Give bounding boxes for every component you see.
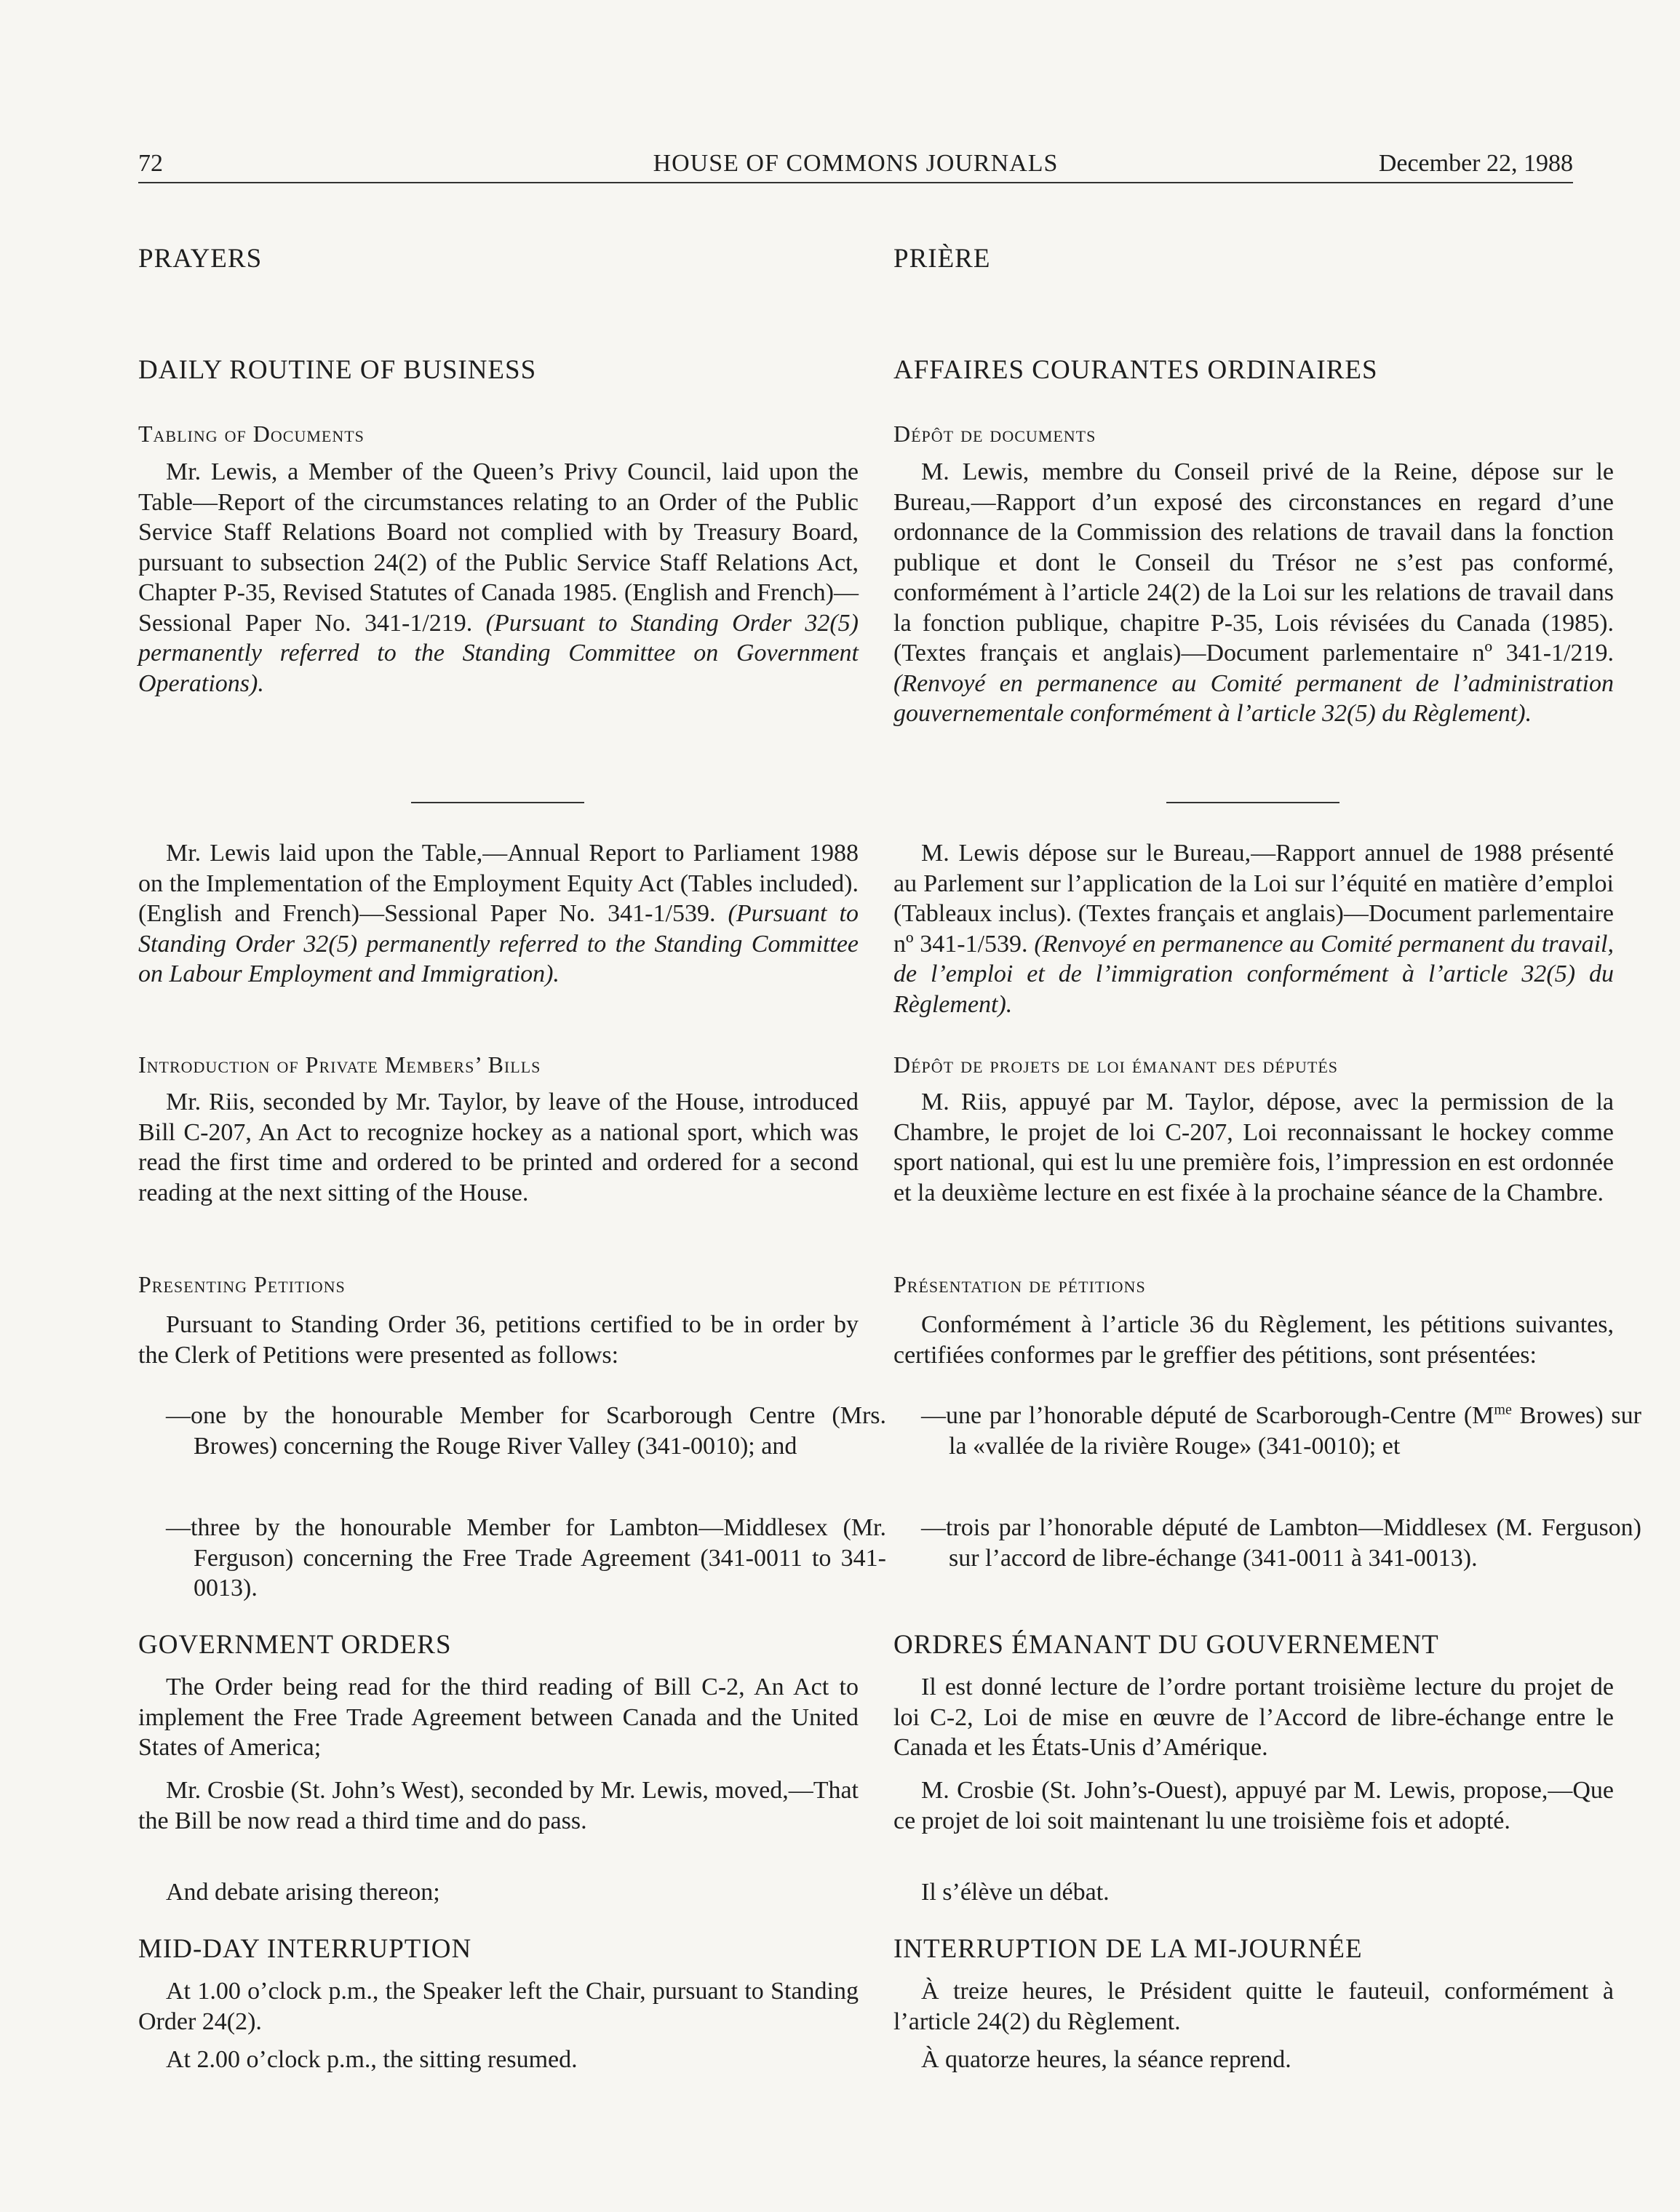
government-orders-paragraph-2: M. Crosbie (St. John’s-Ouest), appuyé par M. Lewis, propose,—Que ce projet de loi soit maintenant lu une troisième fois et adopté. (893, 1777, 1614, 1834)
midday-paragraph-1: À treize heures, le Président quitte le fauteuil, conformément à l’article 24(2) du Règlement. (893, 1978, 1614, 2035)
midday-paragraph-2: At 2.00 o’clock p.m., the sitting resumed. (166, 2046, 578, 2073)
government-orders-paragraph-3: Il s’élève un débat. (921, 1879, 1110, 1906)
daily-routine-heading: AFFAIRES COURANTES ORDINAIRES (893, 355, 1378, 385)
tabling-paragraph-1: M. Lewis, membre du Conseil privé de la Reine, dépose sur le Bureau,—Rapport d’un exposé des circonstances en regard d’une ordonnance de la Commission des relations de travail dans la fonction publique et dont le Conseil du Trésor ne s’est pas conformé, conformément à l’article 24(2) de la Loi sur les relations de travail dans la fonction publique, chapitre P-35, Lois révisées du Canada (1985). (Textes français et anglais)—Document parlementaire nº 341-1/219. (Renvoyé en permanence au Comité permanent de l’administration gouvernementale conformément à l’article 32(5) du Règlement). (893, 458, 1614, 727)
daily-routine-heading: DAILY ROUTINE OF BUSINESS (138, 355, 537, 385)
government-orders-paragraph-3: And debate arising thereon; (166, 1879, 440, 1906)
petitions-heading: Présentation de pétitions (893, 1271, 1146, 1297)
petition-item: —trois par l’honorable député de Lambton—Middlesex (M. Ferguson) sur l’accord de libre-échange (341-0011 à 341-0013). (921, 1514, 1641, 1572)
government-orders-paragraph-1: Il est donné lecture de l’ordre portant troisième lecture du projet de loi C-2, Loi de mise en œuvre de l’Accord de libre-échange entre le Canada et les États-Unis d’Amérique. (893, 1674, 1614, 1761)
intro-bills-heading: Introduction of Private Members’ Bills (138, 1051, 541, 1078)
government-orders-heading: ORDRES ÉMANANT DU GOUVERNEMENT (893, 1630, 1439, 1660)
midday-paragraph-2: À quatorze heures, la séance reprend. (921, 2046, 1291, 2073)
section-divider (411, 802, 584, 803)
midday-interruption-heading: INTERRUPTION DE LA MI-JOURNÉE (893, 1934, 1363, 1964)
petition-item: —one by the honourable Member for Scarborough Centre (Mrs. Browes) concerning the Rouge River Valley (341-0010); and (166, 1402, 886, 1460)
petitions-paragraph: Conformément à l’article 36 du Règlement, les pétitions suivantes, certifiées conformes par le greffier des pétitions, sont présentées: (893, 1311, 1614, 1369)
journal-date: December 22, 1988 (1378, 150, 1573, 177)
prayers-heading: PRAYERS (138, 244, 263, 274)
midday-paragraph-1: At 1.00 o’clock p.m., the Speaker left the Chair, pursuant to Standing Order 24(2). (138, 1978, 859, 2035)
midday-interruption-heading: MID-DAY INTERRUPTION (138, 1934, 472, 1964)
tabling-paragraph-1: Mr. Lewis, a Member of the Queen’s Privy Council, laid upon the Table—Report of the circumstances relating to an Order of the Public Service Staff Relations Board not complied with by Treasury Board, pursuant to subsection 24(2) of the Public Service Staff Relations Act, Chapter P-35, Revised Statutes of Canada 1985. (English and French)—Sessional Paper No. 341-1/219. (Pursuant to Standing Order 32(5) permanently referred to the Standing Committee on Government Operations). (138, 458, 859, 697)
government-orders-heading: GOVERNMENT ORDERS (138, 1630, 452, 1660)
petition-item: —une par l’honorable député de Scarborough-Centre ($M^{me}$ Browes) sur la «vallée de la rivière Rouge» (341-0010); et (921, 1401, 1641, 1460)
prayers-heading: PRIÈRE (893, 244, 991, 274)
journal-title: HOUSE OF COMMONS JOURNALS (653, 150, 1059, 177)
section-divider (1166, 802, 1339, 803)
tabling-paragraph-2: M. Lewis dépose sur le Bureau,—Rapport annuel de 1988 présenté au Parlement sur l’application de la Loi sur l’équité en matière d’emploi (Tableaux inclus). (Textes français et anglais)—Document parlementaire nº 341-1/539. (Renvoyé en permanence au Comité permanent du travail, de l’emploi et de l’immigration conformément à l’article 32(5) du Règlement). (893, 840, 1615, 1018)
tabling-documents-heading: Tabling of Documents (138, 421, 365, 447)
government-orders-paragraph-2: Mr. Crosbie (St. John’s West), seconded by Mr. Lewis, moved,—That the Bill be now read a third time and do pass. (138, 1777, 859, 1834)
intro-bills-paragraph: Mr. Riis, seconded by Mr. Taylor, by leave of the House, introduced Bill C-207, An Act to recognize hockey as a national sport, which was read the first time and ordered to be printed and ordered for a second reading at the next sitting of the House. (138, 1089, 859, 1206)
intro-bills-paragraph: M. Riis, appuyé par M. Taylor, dépose, avec la permission de la Chambre, le projet de loi C-207, Loi reconnaissant le hockey comme sport national, qui est lu une première fois, l’impression en est ordonnée et la deuxième lecture en est fixée à la prochaine séance de la Chambre. (893, 1089, 1614, 1206)
tabling-paragraph-2: Mr. Lewis laid upon the Table,—Annual Report to Parliament 1988 on the Implementation of the Employment Equity Act (Tables included). (English and French)—Sessional Paper No. 341-1/539. (Pursuant to Standing Order 32(5) permanently referred to the Standing Committee on Labour Employment and Immigration). (138, 840, 859, 987)
government-orders-paragraph-1: The Order being read for the third reading of Bill C-2, An Act to implement the Free Trade Agreement between Canada and the United States of America; (138, 1674, 859, 1761)
petition-item: —three by the honourable Member for Lambton—Middlesex (Mr. Ferguson) concerning the Free Trade Agreement (341-0011 to 341-0013). (166, 1514, 886, 1602)
petitions-heading: Presenting Petitions (138, 1271, 346, 1297)
tabling-documents-heading: Dépôt de documents (893, 421, 1096, 447)
petitions-paragraph: Pursuant to Standing Order 36, petitions certified to be in order by the Clerk of Petitions were presented as follows: (138, 1311, 859, 1369)
page-number: 72 (138, 150, 163, 177)
intro-bills-heading: Dépôt de projets de loi émanant des députés (893, 1051, 1338, 1078)
page-header (138, 146, 1573, 183)
